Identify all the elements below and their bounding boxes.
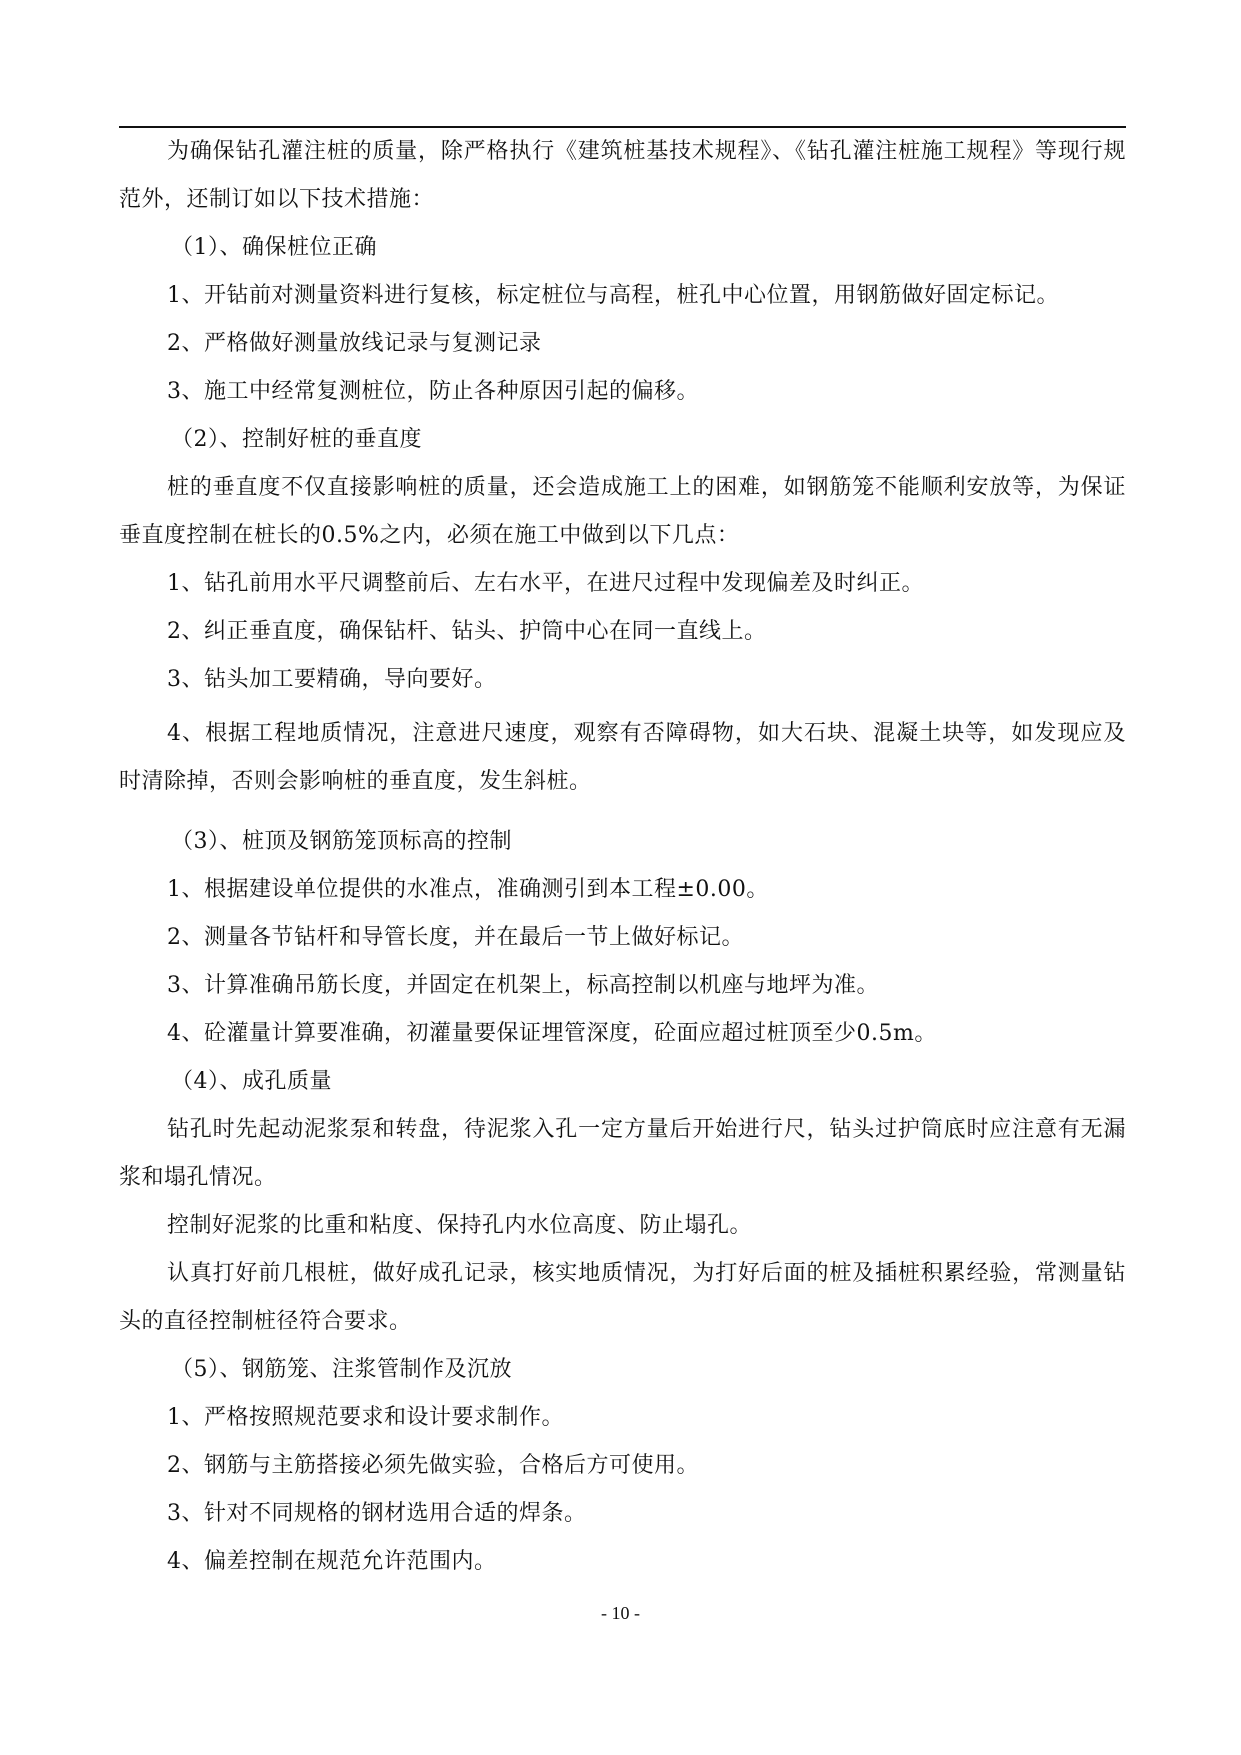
page-number: - 10 - <box>601 1603 640 1623</box>
list-item: 2、测量各节钻杆和导管长度，并在最后一节上做好标记。 <box>167 925 744 950</box>
body-paragraph: 钻孔时先起动泥浆泵和转盘，待泥浆入孔一定方量后开始进行尺，钻头过护筒底时应注意有无漏浆和塌孔情况。 <box>119 1117 1126 1190</box>
list-item: 2、钢筋与主筋搭接必须先做实验，合格后方可使用。 <box>167 1453 699 1478</box>
list-item: 2、严格做好测量放线记录与复测记录 <box>167 331 542 356</box>
section-heading: （2）、控制好桩的垂直度 <box>171 427 422 452</box>
list-item: 1、根据建设单位提供的水准点，准确测引到本工程±0.00。 <box>167 877 769 902</box>
document-body <box>119 128 1126 1586</box>
list-item: 3、计算准确吊筋长度，并固定在机架上，标高控制以机座与地坪为准。 <box>167 973 879 998</box>
list-item: 4、偏差控制在规范允许范围内。 <box>167 1549 497 1574</box>
intro-paragraph: 为确保钻孔灌注桩的质量，除严格执行《建筑桩基技术规程》、《钻孔灌注桩施工规程》等现行规范外，还制订如以下技术措施： <box>119 139 1126 212</box>
body-paragraph: 认真打好前几根桩，做好成孔记录，核实地质情况，为打好后面的桩及插桩积累经验，常测量钻头的直径控制桩径符合要求。 <box>119 1261 1126 1334</box>
section-heading: （1）、确保桩位正确 <box>171 235 377 260</box>
section-heading: （4）、成孔质量 <box>171 1069 332 1094</box>
list-item: 4、根据工程地质情况，注意进尺速度，观察有否障碍物，如大石块、混凝土块等，如发现应及时清除掉，否则会影响桩的垂直度，发生斜桩。 <box>119 721 1126 794</box>
section-heading: （3）、桩顶及钢筋笼顶标高的控制 <box>171 829 512 854</box>
list-item: 3、施工中经常复测桩位，防止各种原因引起的偏移。 <box>167 379 699 404</box>
list-item: 1、严格按照规范要求和设计要求制作。 <box>167 1405 564 1430</box>
section-heading: （5）、钢筋笼、注浆管制作及沉放 <box>171 1357 512 1382</box>
body-paragraph: 控制好泥浆的比重和粘度、保持孔内水位高度、防止塌孔。 <box>167 1213 753 1238</box>
list-item: 2、纠正垂直度，确保钻杆、钻头、护筒中心在同一直线上。 <box>167 619 767 644</box>
body-paragraph: 桩的垂直度不仅直接影响桩的质量，还会造成施工上的困难，如钢筋笼不能顺利安放等，为保证垂直度控制在桩长的0.5%之内，必须在施工中做到以下几点： <box>119 475 1126 548</box>
list-item: 4、砼灌量计算要准确，初灌量要保证埋管深度，砼面应超过桩顶至少0.5m。 <box>167 1021 937 1046</box>
list-item: 1、钻孔前用水平尺调整前后、左右水平，在进尺过程中发现偏差及时纠正。 <box>167 571 924 596</box>
list-item: 3、钻头加工要精确，导向要好。 <box>167 667 497 692</box>
list-item: 3、针对不同规格的钢材选用合适的焊条。 <box>167 1501 587 1526</box>
list-item: 1、开钻前对测量资料进行复核，标定桩位与高程，桩孔中心位置，用钢筋做好固定标记。 <box>167 283 1060 308</box>
